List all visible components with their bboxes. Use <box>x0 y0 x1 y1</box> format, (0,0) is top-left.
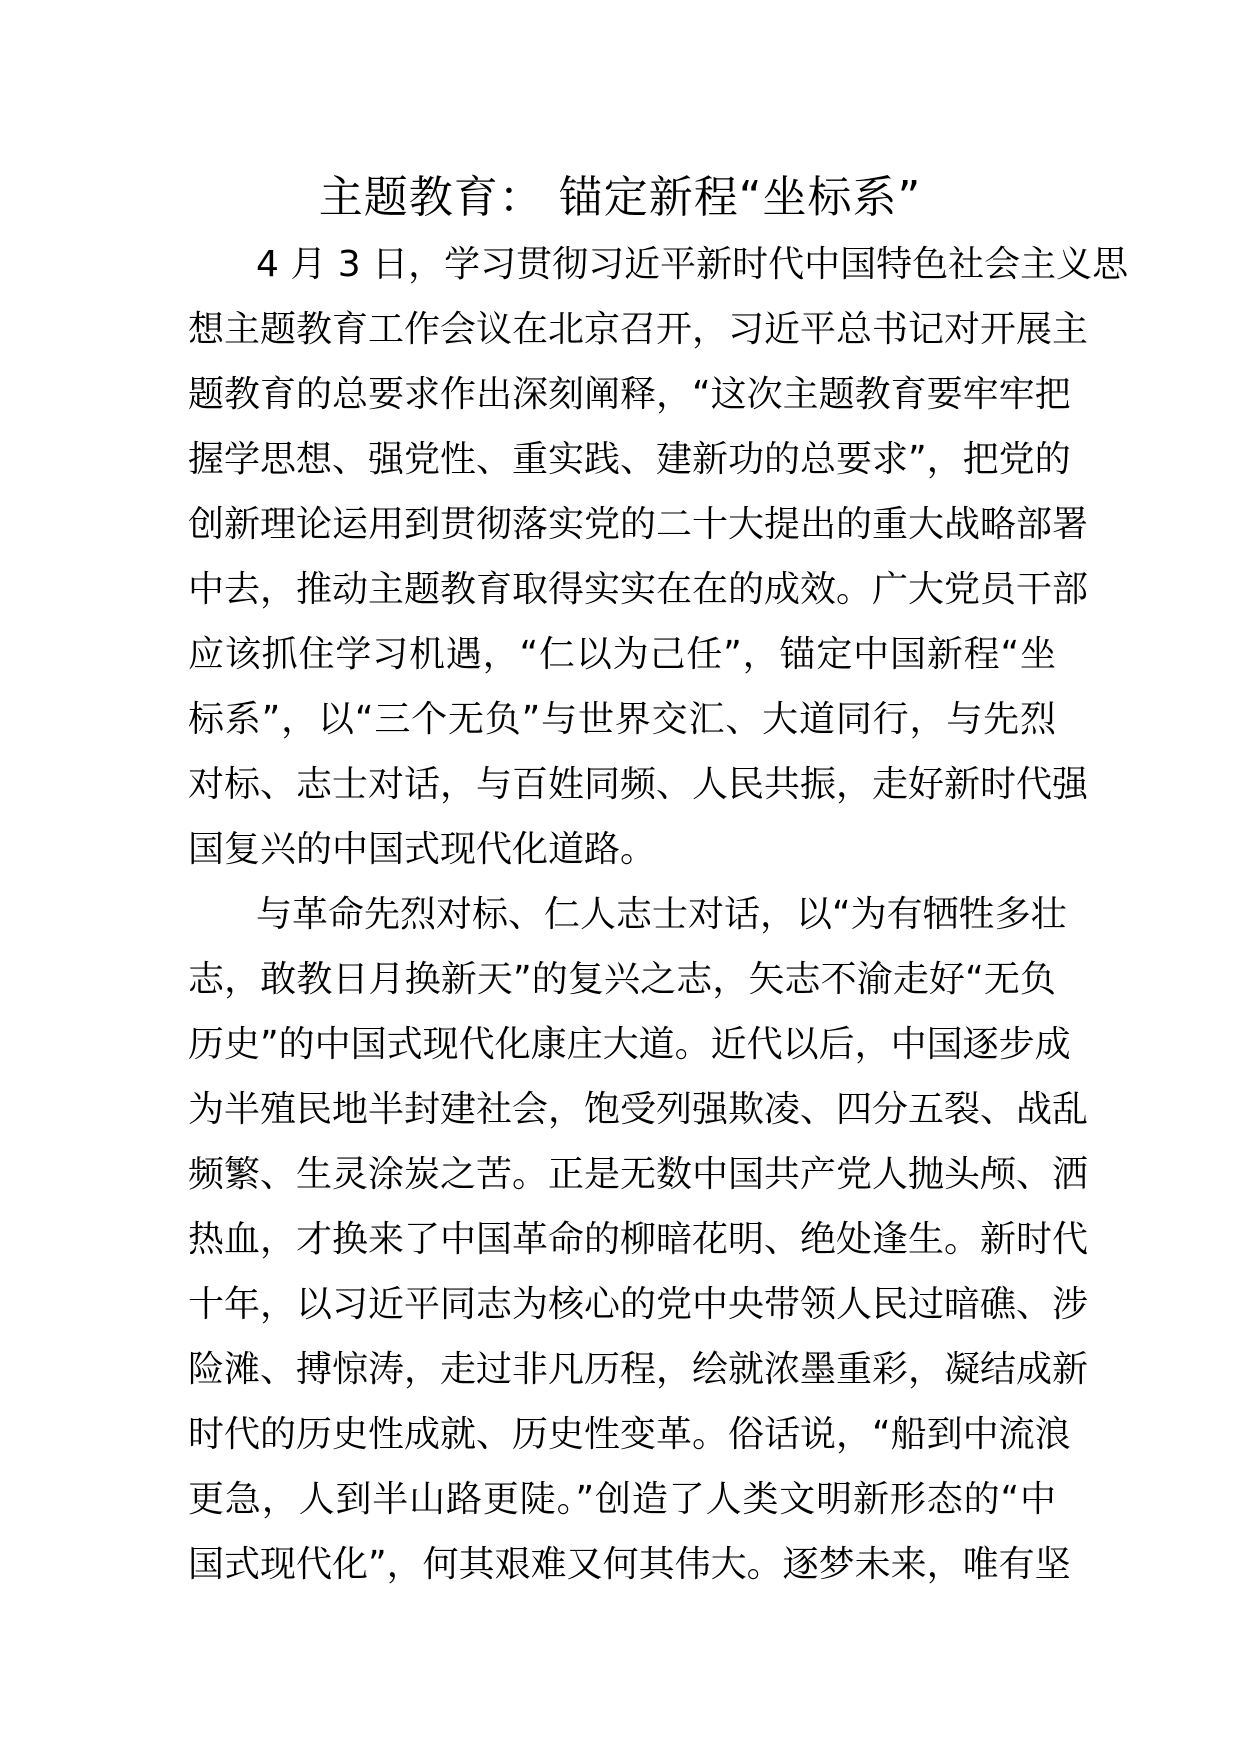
paragraph-2-line: 与革命先烈对标、仁人志士对话，以“为有牺牲多壮 <box>256 894 1067 935</box>
document-body <box>188 232 1129 1597</box>
paragraph-1-line: 标系”，以“三个无负”与世界交汇、大道同行，与先烈 <box>188 699 1056 740</box>
paragraph-1-line: 题教育的总要求作出深刻阐释，“这次主题教育要牢牢把 <box>188 374 1071 415</box>
paragraph-2-line: 频繁、生灵涂炭之苦。正是无数中国共产党人抛头颅、洒 <box>188 1154 1089 1195</box>
paragraph-2-line: 为半殖民地半封建社会，饱受列强欺凌、四分五裂、战乱 <box>188 1089 1089 1130</box>
paragraph-1-line: 对标、志士对话，与百姓同频、人民共振，走好新时代强 <box>188 764 1089 805</box>
paragraph-2-line: 历史”的中国式现代化康庄大道。近代以后，中国逐步成 <box>188 1024 1071 1065</box>
paragraph-2-line: 险滩、搏惊涛，走过非凡历程，绘就浓墨重彩，凝结成新 <box>188 1349 1089 1390</box>
paragraph-2-line: 时代的历史性成就、历史性变革。俗话说，“船到中流浪 <box>188 1414 1071 1455</box>
paragraph-1-line: 应该抓住学习机遇，“仁以为己任”，锚定中国新程“坐 <box>188 634 1056 675</box>
paragraph-1-line: 国复兴的中国式现代化道路。 <box>188 829 657 870</box>
paragraph-1-line: 想主题教育工作会议在北京召开，习近平总书记对开展主 <box>188 309 1089 350</box>
document-title: 主题教育： 锚定新程“坐标系” <box>318 172 922 223</box>
paragraph-2-line: 热血，才换来了中国革命的柳暗花明、绝处逢生。新时代 <box>188 1219 1089 1260</box>
paragraph-2-line: 十年，以习近平同志为核心的党中央带领人民过暗礁、涉 <box>188 1284 1089 1325</box>
paragraph-2-line: 更急，人到半山路更陡。”创造了人类文明新形态的“中 <box>188 1479 1056 1520</box>
paragraph-1-line: 4 月 3 日，学习贯彻习近平新时代中国特色社会主义思 <box>256 244 1129 285</box>
paragraph-2-line: 国式现代化”，何其艰难又何其伟大。逐梦未来，唯有坚 <box>188 1544 1071 1585</box>
paragraph-2-line: 志，敢教日月换新天”的复兴之志，矢志不渝走好“无负 <box>188 959 1056 1000</box>
paragraph-1-line: 中去，推动主题教育取得实实在在的成效。广大党员干部 <box>188 569 1089 610</box>
paragraph-1-line: 握学思想、强党性、重实践、建新功的总要求”，把党的 <box>188 439 1071 480</box>
paragraph-1-line: 创新理论运用到贯彻落实党的二十大提出的重大战略部署 <box>188 504 1089 545</box>
